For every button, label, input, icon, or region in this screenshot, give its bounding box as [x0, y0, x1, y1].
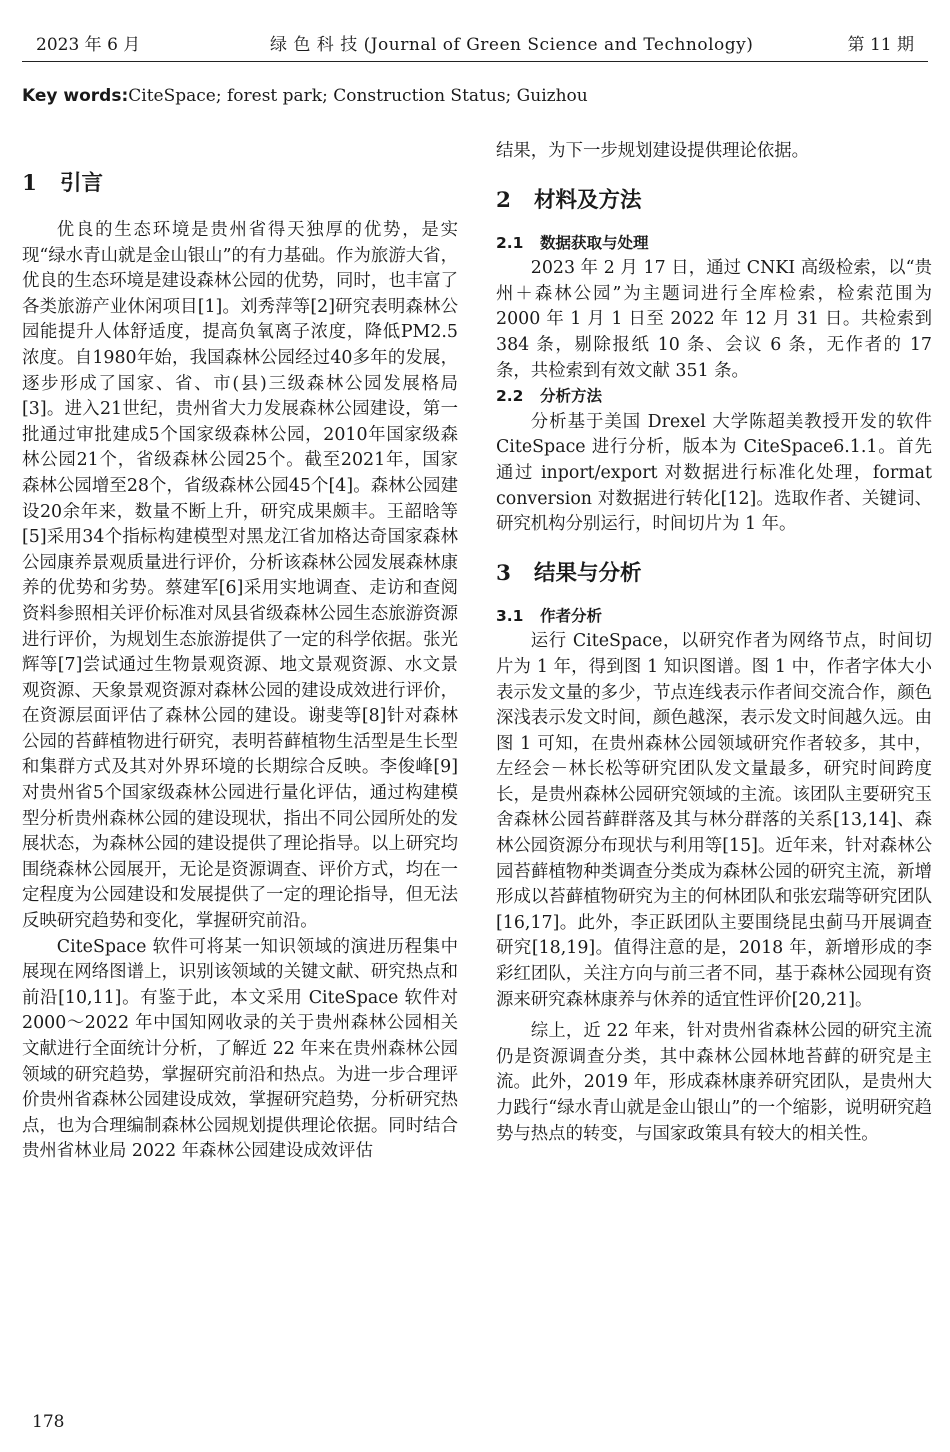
author-paragraph-2: 综上，近 22 年来，针对贵州省森林公园的研究主流仍是资源调查分类，其中森林公园林地苔藓的研究是主流。此外，2019 年，形成森林康养研究团队，是贵州大力践行“绿水青山就是金山银山”的一个缩影，说明研究趋势与热点的转变，与国家政策具有较大的相关性。	[496, 1021, 932, 1144]
subsection-number: 2.2	[496, 387, 524, 406]
running-header	[22, 22, 928, 62]
left-column	[22, 170, 458, 1165]
section-number: 3	[496, 560, 511, 586]
subsection-heading-author-analysis	[496, 604, 932, 630]
section-title: 引言	[60, 171, 104, 196]
intro-paragraph-2: CiteSpace 软件可将某一知识领域的演进历程集中展现在网络图谱上，识别该领域的关键文献、研究热点和前沿[10,11]。有鉴于此，本文采用 CiteSpace 软件对 2000～2022 年中国知网收录的关于贵州森林公园相关文献进行全面统计分析，了解近 22 年来在贵州森林公园领域的研究趋势，掌握研究前沿和热点。为进一步合理评价贵州省森林公园建设成效，掌握研究趋势，分析研究热点，也为合理编制森林公园规划提供理论依据。同时结合贵州省林业局 2022 年森林公园建设成效评估	[22, 936, 458, 1162]
subsection-title: 作者分析	[540, 606, 603, 625]
keywords-label: Key words:	[22, 86, 129, 106]
section-number: 1	[22, 171, 37, 196]
header-journal: 绿 色 科 技 (Journal of Green Science and Technology)	[270, 35, 754, 55]
subsection-number: 3.1	[496, 606, 524, 625]
data-paragraph: 2023 年 2 月 17 日，通过 CNKI 高级检索，以“贵州＋森林公园”为主题词进行全库检索，检索范围为 2000 年 1 月 1 日至 2022 年 12 月 31 日。共检索到 384 条，剔除报纸 10 条、会议 6 条，无作者的 17 条，共检索到有效文献 351 条。	[496, 258, 932, 381]
method-paragraph: 分析基于美国 Drexel 大学陈超美教授开发的软件 CiteSpace 进行分析，版本为 CiteSpace6.1.1。首先通过 inport/export 对数据进行标准化处理，format conversion 对数据进行转化[12]。选取作者、关键词、研究机构分别运行，时间切片为 1 年。	[496, 411, 932, 535]
subsection-heading-data	[496, 231, 932, 257]
keywords-text: CiteSpace; forest park; Construction Status; Guizhou	[128, 86, 588, 106]
header-issue: 第 11 期	[847, 35, 914, 55]
section-heading-materials-methods	[496, 187, 932, 215]
keywords-line	[22, 86, 588, 106]
subsection-number: 2.1	[496, 233, 524, 252]
section-title: 结果与分析	[534, 560, 642, 586]
header-date: 2023 年 6 月	[36, 35, 141, 55]
right-column	[496, 139, 932, 1147]
author-paragraph-1: 运行 CiteSpace，以研究作者为网络节点，时间切片为 1 年，得到图 1 知识图谱。图 1 中，作者字体大小表示发文量的多少，节点连线表示作者间交流合作，颜色深浅表示发文时间，颜色越深，表示发文时间越久远。由图 1 可知，在贵州森林公园领域研究作者较多，其中，左经会－林长松等研究团队发文量最多，研究时间跨度长，是贵州森林公园研究领域的主流。该团队主要研究玉舍森林公园苔藓群落及其与林分群落的关系[13,14]、森林公园资源分布现状与利用等[15]。近年来，针对森林公园苔藓植物种类调查分类成为森林公园的研究主流，新增形成以苔藓植物研究为主的何林团队和张宏瑞等研究团队[16,17]。此外，李正跃团队主要围绕昆虫蓟马开展调查研究[18,19]。值得注意的是，2018 年，新增形成的李彩红团队，关注方向与前三者不同，基于森林公园现有资源来研究森林康养与休养的适宜性评价[20,21]。	[496, 631, 932, 1010]
intro-paragraph-1: 优良的生态环境是贵州省得天独厚的优势，是实现“绿水青山就是金山银山”的有力基础。作为旅游大省，优良的生态环境是建设森林公园的优势，同时，也丰富了各类旅游产业休闲项目[1]。刘秀萍等[2]研究表明森林公园能提升人体舒适度，提高负氧离子浓度，降低PM2.5浓度。自1980年始，我国森林公园经过40多年的发展，逐步形成了国家、省、市(县)三级森林公园发展格局[3]。进入21世纪，贵州省大力发展森林公园建设，第一批通过审批建成5个国家级森林公园，2010年国家级森林公园21个，省级森林公园25个。截至2021年，国家森林公园增至28个，省级森林公园45个[4]。森林公园建设20余年来，数量不断上升，研究成果颇丰。王韶晗等[5]采用34个指标构建模型对黑龙江省加格达奇国家森林公园康养景观质量进行评价，分析该森林公园发展森林康养的优势和劣势。蔡建军[6]采用实地调查、走访和查阅资料参照相关评价标准对凤县省级森林公园生态旅游资源进行评价，为规划生态旅游提供了一定的科学依据。张光辉等[7]尝试通过生物景观资源、地文景观资源、水文景观资源、天象景观资源对森林公园的建设成效进行评价，在资源层面评估了森林公园的建设。谢斐等[8]针对森林公园的苔藓植物进行研究，表明苔藓植物生活型是生长型和集群方式及其对外界环境的长期综合反映。李俊峰[9]对贵州省5个国家级森林公园进行量化评估，通过构建模型分析贵州森林公园的建设现状，指出不同公园所处的发展状态，为森林公园的建设提供了理论指导。以上研究均围绕森林公园展开，无论是资源调查、评价方式，均在一定程度为公园建设和发展提供了一定的理论指导，但无法反映研究趋势和变化，掌握研究前沿。	[22, 220, 458, 932]
subsection-title: 分析方法	[540, 387, 603, 406]
section-heading-introduction	[22, 170, 458, 198]
page-number: 178	[32, 1412, 65, 1432]
section-heading-results	[496, 560, 932, 588]
section-title: 材料及方法	[534, 187, 642, 213]
subsection-heading-method	[496, 384, 932, 410]
subsection-title: 数据获取与处理	[540, 233, 649, 252]
intro-paragraph-2-continued: 结果，为下一步规划建设提供理论依据。	[496, 141, 810, 161]
section-number: 2	[496, 187, 511, 213]
